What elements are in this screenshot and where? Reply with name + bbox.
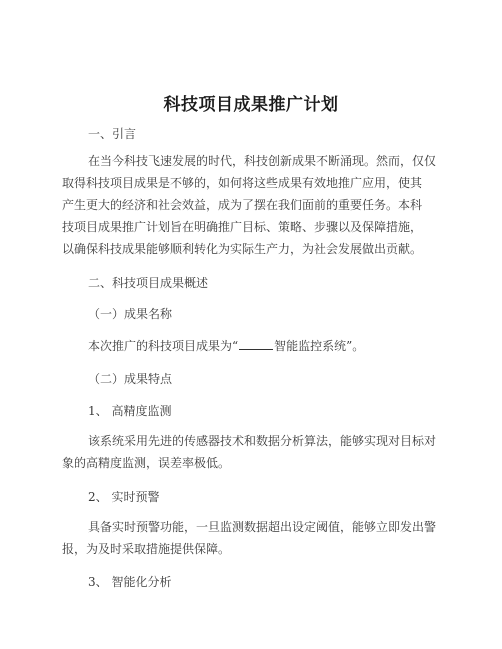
- achievement-name-text: 智能监控系统”。: [274, 339, 365, 353]
- section-heading-intro: 一、引言: [88, 127, 137, 141]
- paragraph-line: 在当今科技飞速发展的时代，科技创新成果不断涌现。然而，仅仅: [88, 154, 437, 168]
- paragraph-line-achievement-name: [88, 336, 364, 356]
- blank-underline: [239, 337, 273, 350]
- paragraph-line: 技项目成果推广计划旨在明确推广目标、策略、步骤以及保障措施，: [62, 220, 423, 234]
- subsection-heading-features: （二）成果特点: [88, 372, 173, 386]
- feature-heading-1: 1、 高精度监测: [88, 404, 172, 418]
- paragraph-line: 产生更大的经济和社会效益，成为了摆在我们面前的重要任务。本科: [62, 198, 423, 212]
- paragraph-line: 报，为及时采取措施提供保障。: [62, 542, 231, 556]
- paragraph-line: 取得科技项目成果是不够的，如何将这些成果有效地推广应用，使其: [62, 176, 423, 190]
- feature-heading-2: 2、 实时预警: [88, 490, 160, 504]
- section-heading-overview: 二、科技项目成果概述: [88, 276, 209, 290]
- paragraph-line: 该系统采用先进的传感器技术和数据分析算法，能够实现对目标对: [88, 434, 437, 448]
- subsection-heading-name: （一）成果名称: [88, 307, 173, 321]
- paragraph-line: 以确保科技成果能够顺利转化为实际生产力，为社会发展做出贡献。: [62, 242, 423, 256]
- paragraph-line: 象的高精度监测，误差率极低。: [62, 456, 231, 470]
- paragraph-line: 具备实时预警功能，一旦监测数据超出设定阈值，能够立即发出警: [88, 520, 437, 534]
- document-title: 科技项目成果推广计划: [163, 95, 339, 115]
- achievement-intro-text: 本次推广的科技项目成果为“: [88, 339, 239, 353]
- feature-heading-3: 3、 智能化分析: [88, 575, 172, 589]
